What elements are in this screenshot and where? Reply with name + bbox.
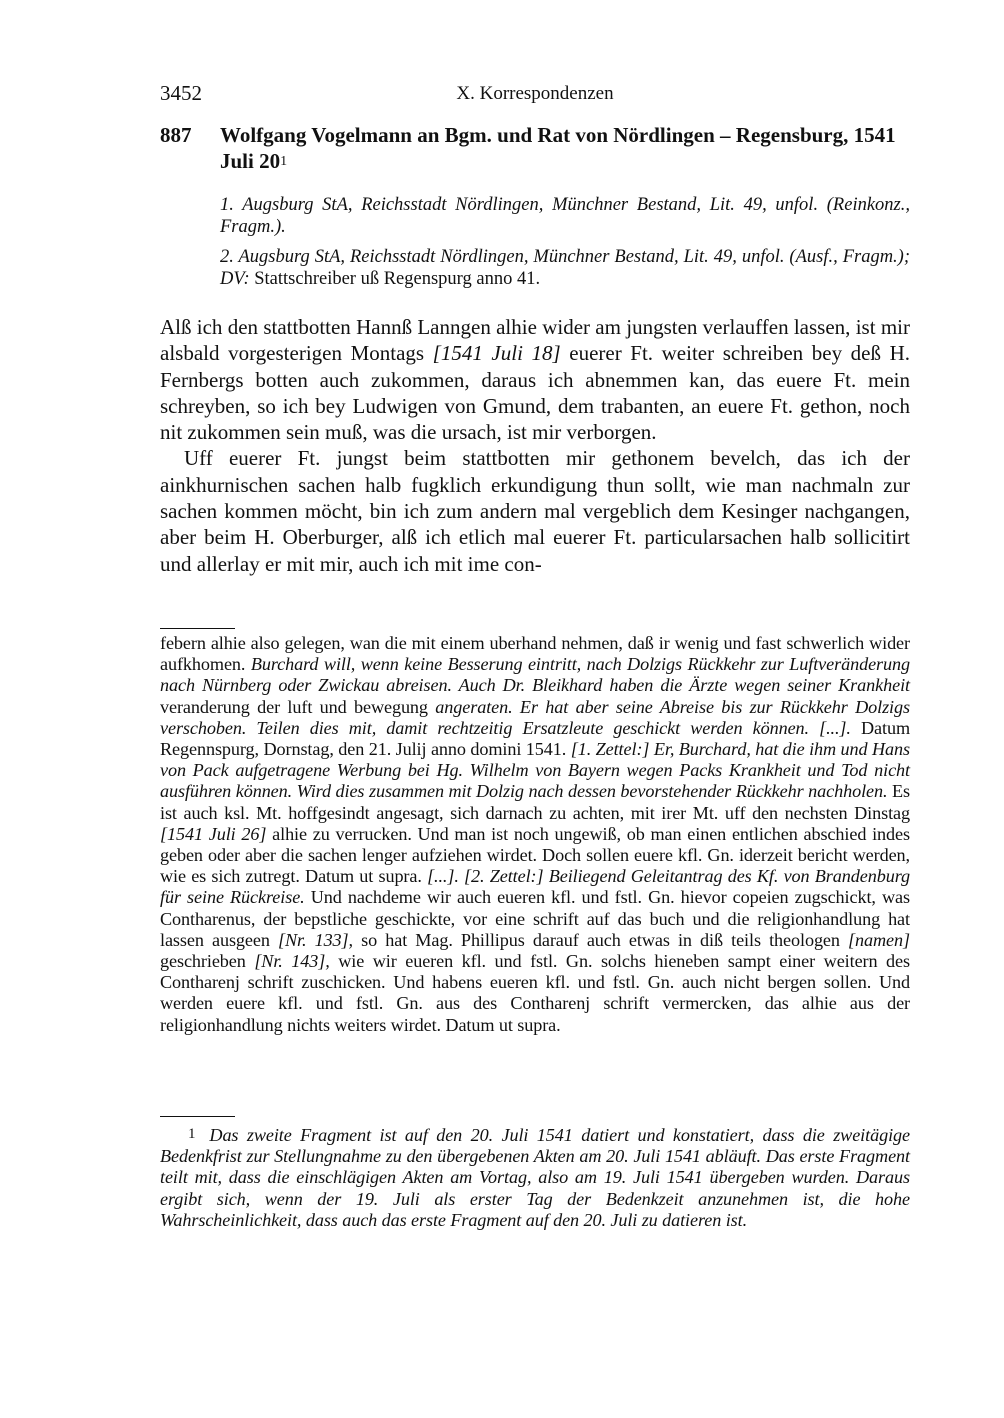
source-entry-2-endorsement: Stattschreiber uß Regenspurg anno 41. [249, 269, 541, 289]
apparatus-segment-9: alhie zu verrucken. Und man ist noch ungewiß, ob man einen entlichen abschied indes geben oder aber die sachen lenger aufziehen wirdet. Doch sollen euere kfl. Gn. iderzeit bericht werden, wie es sich zutregt. Datum ut supra. [160, 823, 910, 887]
section-title: X. Korrespondenzen [456, 83, 614, 104]
letter-text [160, 314, 910, 577]
apparatus-segment-17: wie wir eueren kfl. und fstl. Gn. solchs hieneben sampt einer weitern des Contharenj schrift zuschicken. Und habens eueren kfl. und fstl. Gn. auch nicht bergen sollen. Und werden euere kfl. und fstl. Gn. aus des Contharenj schrift vermercken, das alhie aus der religionhandlung nichts weiters wirdet. Datum ut supra. [160, 951, 910, 1035]
document-title-text: Wolfgang Vogelmann an Bgm. und Rat von Nördlingen – Regensburg, 1541 Juli 20 [220, 123, 896, 173]
apparatus-segment-14: [namen] [848, 929, 910, 950]
paragraph-1 [160, 314, 910, 445]
apparatus-segment-16: [Nr. 143], [254, 951, 330, 972]
source-entry-2-archive: 2. Augsburg StA, Reichsstadt Nördlingen, Münchner Bestand, Lit. 49, unfol. (Ausf., Fragm.); DV: [220, 247, 910, 289]
document-number: 887 [160, 123, 192, 147]
apparatus-segment-3: veranderung der luft und bewegung [160, 696, 436, 717]
apparatus-segment-13: so hat Mag. Phillipus darauf auch etwas in diß teils theologen [352, 929, 849, 950]
footnote-1 [160, 1124, 910, 1231]
paragraph-2: Uff euerer Ft. jungst beim stattbotten mir gethonem bevelch, das ich der ainkhurnischen sachen halb fugklich erkundigung thun sollt, wie man nachmaln zur sachen kommen möcht, bin ich zum andern mal vergeblich dem Kesinger nachgangen, aber beim H. Oberburger, alß ich etlich mal euerer Ft. particularsachen halb sollicitirt und allerlay er mit mir, auch ich mit ime con- [160, 446, 910, 576]
apparatus-segment-5: Datum Regennspurg, Dornstag, den 21. Julij anno domini 1541. [160, 717, 910, 760]
footnote-reference[interactable]: 1 [280, 154, 288, 169]
page-number: 3452 [160, 81, 202, 105]
apparatus-segment-1: febern alhie also gelegen, wan die mit einem uberhand nehmen, daß ir wenig und fast schwerlich wider aufkhomen. [160, 633, 910, 675]
apparatus-segment-7: Es ist auch ksl. Mt. hoffgesindt angesagt, sich darnach zu achten, mit irer Mt. uff den nechsten Dinstag [160, 781, 910, 823]
apparatus-segment-8: [1541 Juli 26] [160, 823, 267, 844]
source-list [220, 194, 910, 298]
footnote-text: Das zweite Fragment ist auf den 20. Juli 1541 datiert und konstatiert, dass die zweitägige Bedenkfrist zur Stellungnahme zu den übergebenen Akten am 20. Juli 1541 abläuft. Das erste Fragment teilt mit, dass die einschlägigen Akten am Vortag, also am 19. Juli 1541 übergeben wurden. Daraus ergibt sich, wenn der 19. Juli als erster Tag der Bedenkzeit anzunehmen ist, die hohe Wahrscheinlichkeit, dass auch das erste Fragment auf den 20. Juli zu datieren ist. [160, 1125, 910, 1230]
apparatus-segment-11: Und nachdeme wir auch eueren kfl. und fstl. Gn. hievor copeien zugschickt, was Contharenus, der bepstliche geschickte, vor eine schrift auf das buch und die religionhandlung hat lassen ausgeen [160, 887, 910, 950]
paragraph-1-text-b: euerer Ft. weiter schreiben bey deß H. Fernbergs botten auch zukommen, daraus ich abnemmen kan, das euere Ft. mein schreyben, so ich bey Ludwigen von Gmund, dem trabanten, an euere Ft. gethon, noch nit zukommen sein muß, was die ursach, ist mir verborgen. [160, 341, 910, 445]
apparatus-segment-12: [Nr. 133], [278, 929, 353, 950]
footnotes [160, 1124, 910, 1231]
apparatus-segment-15: geschrieben [160, 951, 255, 972]
source-entry-2 [220, 246, 910, 290]
apparatus-segment-6: [1. Zettel:] Er, Burchard, hat die ihm und Hans von Pack aufgetragene Werbung bei Hg. Wilhelm von Bayern wegen Packs Krankheit und Tod nicht ausführen können. Wird dies zusammen mit Dolzig nach dessen bevorstehender Rückkehr nachholen. [160, 739, 910, 802]
running-header [160, 80, 910, 106]
document-heading [160, 122, 910, 174]
footnote-divider [160, 1116, 235, 1117]
footnote-mark: 1 [188, 1126, 196, 1142]
apparatus-paragraph [160, 633, 910, 1036]
editorial-date: [1541 Juli 18] [432, 341, 561, 366]
apparatus-divider [160, 628, 235, 629]
document-title [220, 122, 910, 174]
apparatus-segment-10: [...]. [2. Zettel:] Beiliegend Geleitantrag des Kf. von Brandenburg für seine Rückreise. [160, 866, 911, 908]
apparatus-segment-4: angeraten. Er hat aber seine Abreise bis zur Rückkehr Dolzigs verschoben. Teilen dies mit, damit rechtzeitig Ersatzleute geschickt werden können. [...]. [160, 696, 910, 738]
source-entry-1: 1. Augsburg StA, Reichsstadt Nördlingen, Münchner Bestand, Lit. 49, unfol. (Reinkonz., Fragm.). [220, 195, 910, 237]
critical-apparatus [160, 633, 910, 1036]
paragraph-1-text-a: Alß ich den stattbotten Hannß Lanngen alhie wider am jungsten verlauffen lassen, ist mir alsbald vorgesterigen Montags [160, 315, 910, 366]
apparatus-segment-2: Burchard will, wenn keine Besserung eintritt, nach Dolzigs Rückkehr zur Luftveränderung nach Nürnberg oder Zwickau abreisen. Auch Dr. Bleikhard haben die Ärzte wegen seiner Krankheit [160, 654, 910, 696]
